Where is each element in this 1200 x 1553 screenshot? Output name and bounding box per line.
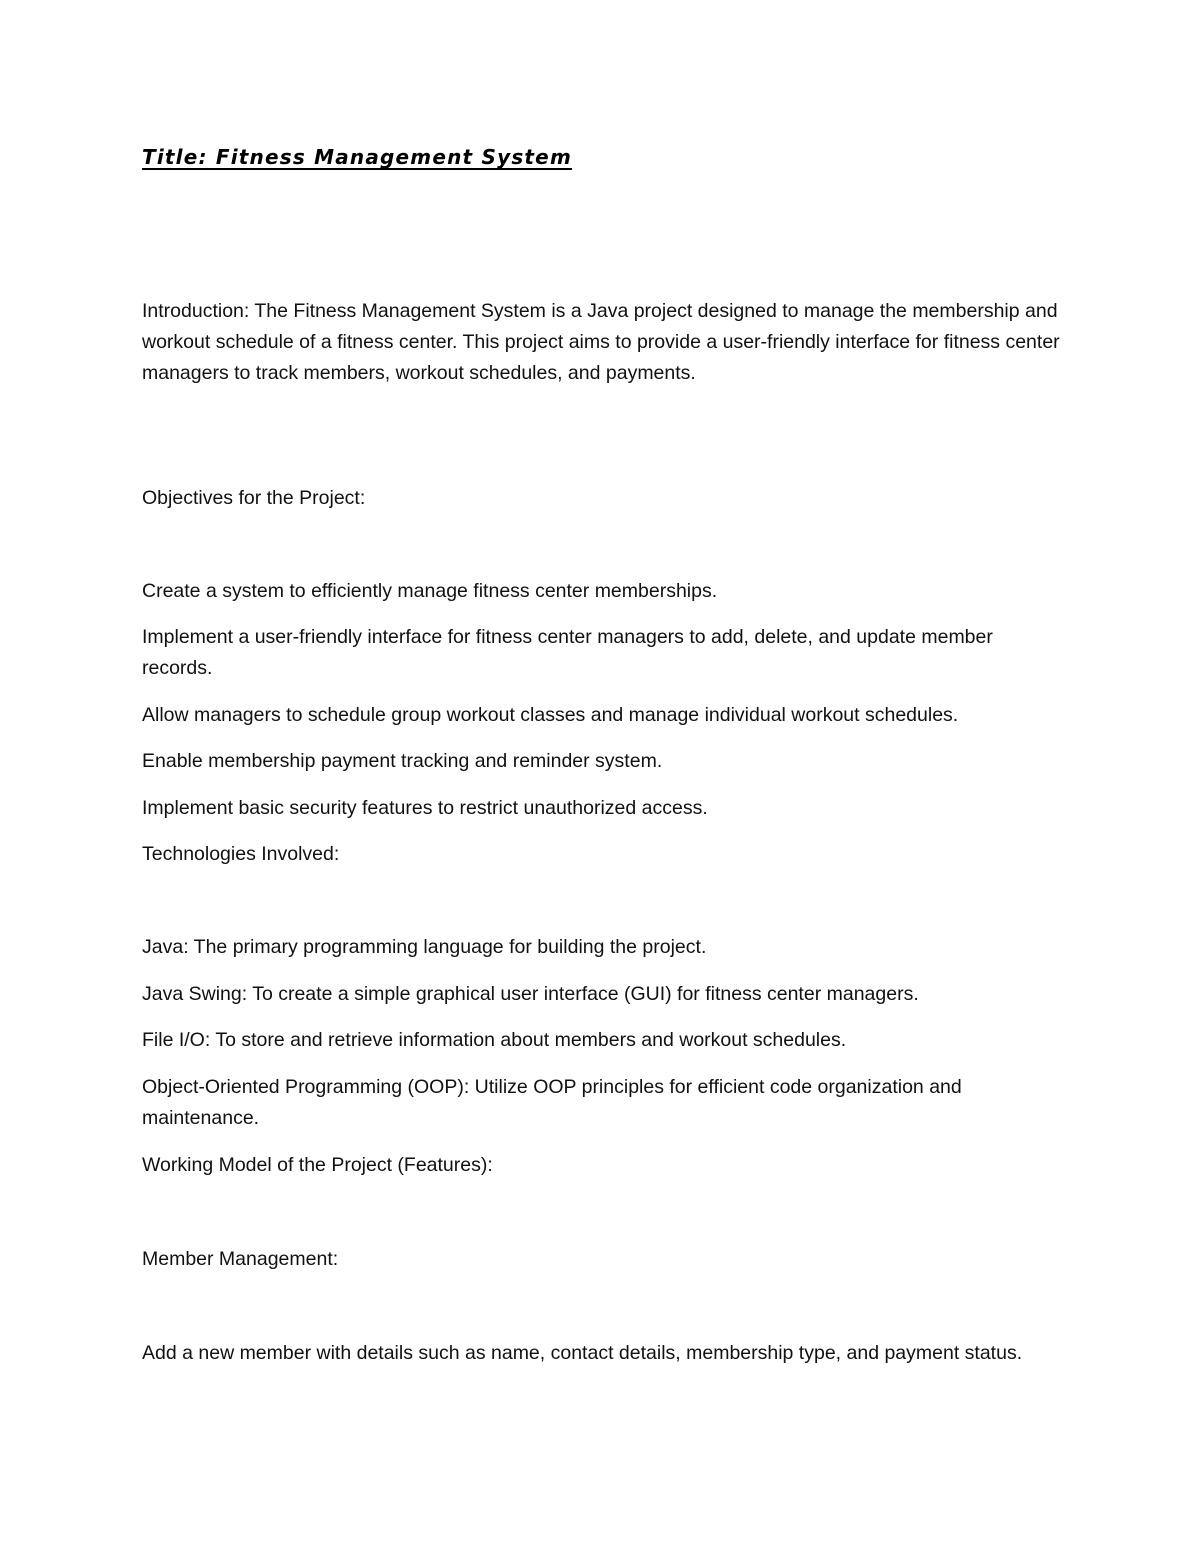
member-management-heading: Member Management:	[142, 1248, 339, 1270]
technology-item: Java Swing: To create a simple graphical user interface (GUI) for fitness center managers.	[142, 983, 919, 1005]
objective-item: Enable membership payment tracking and reminder system.	[142, 750, 663, 772]
technology-item: Java: The primary programming language for building the project.	[142, 936, 707, 958]
technology-item: File I/O: To store and retrieve information about members and workout schedules.	[142, 1029, 847, 1051]
objectives-heading: Objectives for the Project:	[142, 487, 366, 509]
feature-item: Add a new member with details such as name, contact details, membership type, and payment status.	[142, 1342, 1023, 1364]
objective-item: Implement a user-friendly interface for fitness center managers to add, delete, and update member records.	[142, 626, 993, 679]
features-heading: Working Model of the Project (Features):	[142, 1154, 493, 1176]
introduction-paragraph: Introduction: The Fitness Management System is a Java project designed to manage the membership and workout schedule of a fitness center. This project aims to provide a user-friendly interface for fitness center managers to track members, workout schedules, and payments.	[142, 300, 1060, 384]
objective-item: Implement basic security features to restrict unauthorized access.	[142, 797, 708, 819]
objective-item: Allow managers to schedule group workout classes and manage individual workout schedules.	[142, 704, 959, 726]
technologies-heading: Technologies Involved:	[142, 843, 340, 865]
objective-item: Create a system to efficiently manage fitness center memberships.	[142, 580, 718, 602]
technology-item: Object-Oriented Programming (OOP): Utilize OOP principles for efficient code organization and maintenance.	[142, 1076, 962, 1129]
document-title: Title: Fitness Management System	[142, 145, 572, 169]
